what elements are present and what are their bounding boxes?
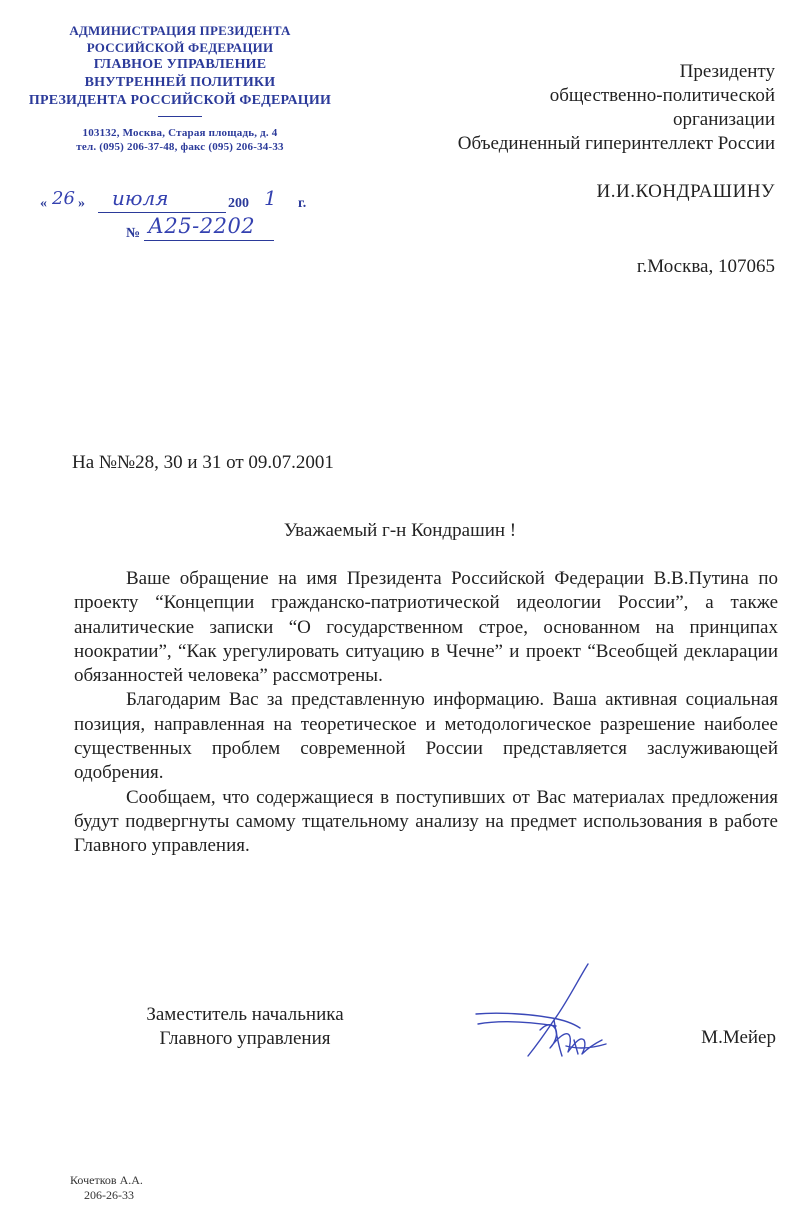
date-quote-open: « <box>40 196 47 211</box>
salutation: Уважаемый г-н Кондрашин ! <box>283 520 517 541</box>
date-quote-close: » <box>78 196 85 211</box>
letterhead-dept-line1: ГЛАВНОЕ УПРАВЛЕНИЕ <box>93 57 267 72</box>
signer-name: М.Мейер <box>701 1027 776 1048</box>
date-year-printed: 200 <box>228 196 249 211</box>
outgoing-number <box>126 214 306 246</box>
date-year-suffix: г. <box>298 196 307 211</box>
recipient-city: г.Москва, 107065 <box>636 256 775 277</box>
executor-phone: 206-26-33 <box>84 1188 134 1202</box>
handwritten-signature <box>470 960 620 1070</box>
signer-title-line1: Заместитель начальника <box>146 1004 344 1025</box>
letterhead-org-line1: АДМИНИСТРАЦИЯ ПРЕЗИДЕНТА <box>69 23 291 38</box>
letterhead-org-line2: РОССИЙСКОЙ ФЕДЕРАЦИИ <box>86 40 274 55</box>
letterhead <box>15 22 345 154</box>
recipient-line2: общественно-политической <box>549 85 775 106</box>
date-year-handwritten: 1 <box>264 186 277 210</box>
date-day-handwritten: 26 <box>52 188 75 209</box>
recipient-line4: Объединенный гиперинтеллект России <box>457 133 775 154</box>
executor-info <box>70 1173 143 1203</box>
letterhead-divider <box>158 116 202 117</box>
number-value-handwritten: А25-2202 <box>148 214 256 238</box>
letterhead-dept-line3: ПРЕЗИДЕНТА РОССИЙСКОЙ ФЕДЕРАЦИИ <box>28 93 332 108</box>
recipient-line3: организации <box>672 109 775 130</box>
body-paragraph-1: Ваше обращение на имя Президента Российской Федерации В.В.Путина по проекту “Концепции гражданско-патриотической идеологии России”, а также аналитические записки “О государственном строе, основанном на принципах ноократии”, “Как урегулировать ситуацию в Чечне” и проект “Всеобщей декларации обязанностей человека” рассмотрены. <box>74 568 778 687</box>
letterhead-address: 103132, Москва, Старая площадь, д. 4 <box>82 127 278 139</box>
body-paragraph-2: Благодарим Вас за представленную информацию. Ваша активная социальная позиция, направленная на теоретическое и методологическое разрешение наиболее существенных проблем современной России представляется заслуживающей одобрения. <box>74 689 778 784</box>
letterhead-dept-line2: ВНУТРЕННЕЙ ПОЛИТИКИ <box>84 75 276 90</box>
letter-body <box>74 567 778 859</box>
date-month-handwritten: июля <box>112 186 169 210</box>
reference-line: На №№28, 30 и 31 от 09.07.2001 <box>72 452 334 473</box>
signer-title <box>100 1003 390 1051</box>
date-month-underline <box>98 212 226 213</box>
recipient-name: И.И.КОНДРАШИНУ <box>596 181 775 202</box>
recipient-line1: Президенту <box>679 61 775 82</box>
letterhead-phones: тел. (095) 206-37-48, факс (095) 206-34-33 <box>76 141 284 153</box>
signer-title-line2: Главного управления <box>159 1028 331 1049</box>
body-paragraph-3: Сообщаем, что содержащиеся в поступивших от Вас материалах предложения будут подвергнуты самому тщательному анализу на предмет использования в работе Главного управления. <box>74 786 778 857</box>
number-underline <box>144 240 274 241</box>
number-label: № <box>126 226 141 241</box>
executor-name: Кочетков А.А. <box>70 1173 143 1187</box>
recipient-block <box>355 60 775 156</box>
